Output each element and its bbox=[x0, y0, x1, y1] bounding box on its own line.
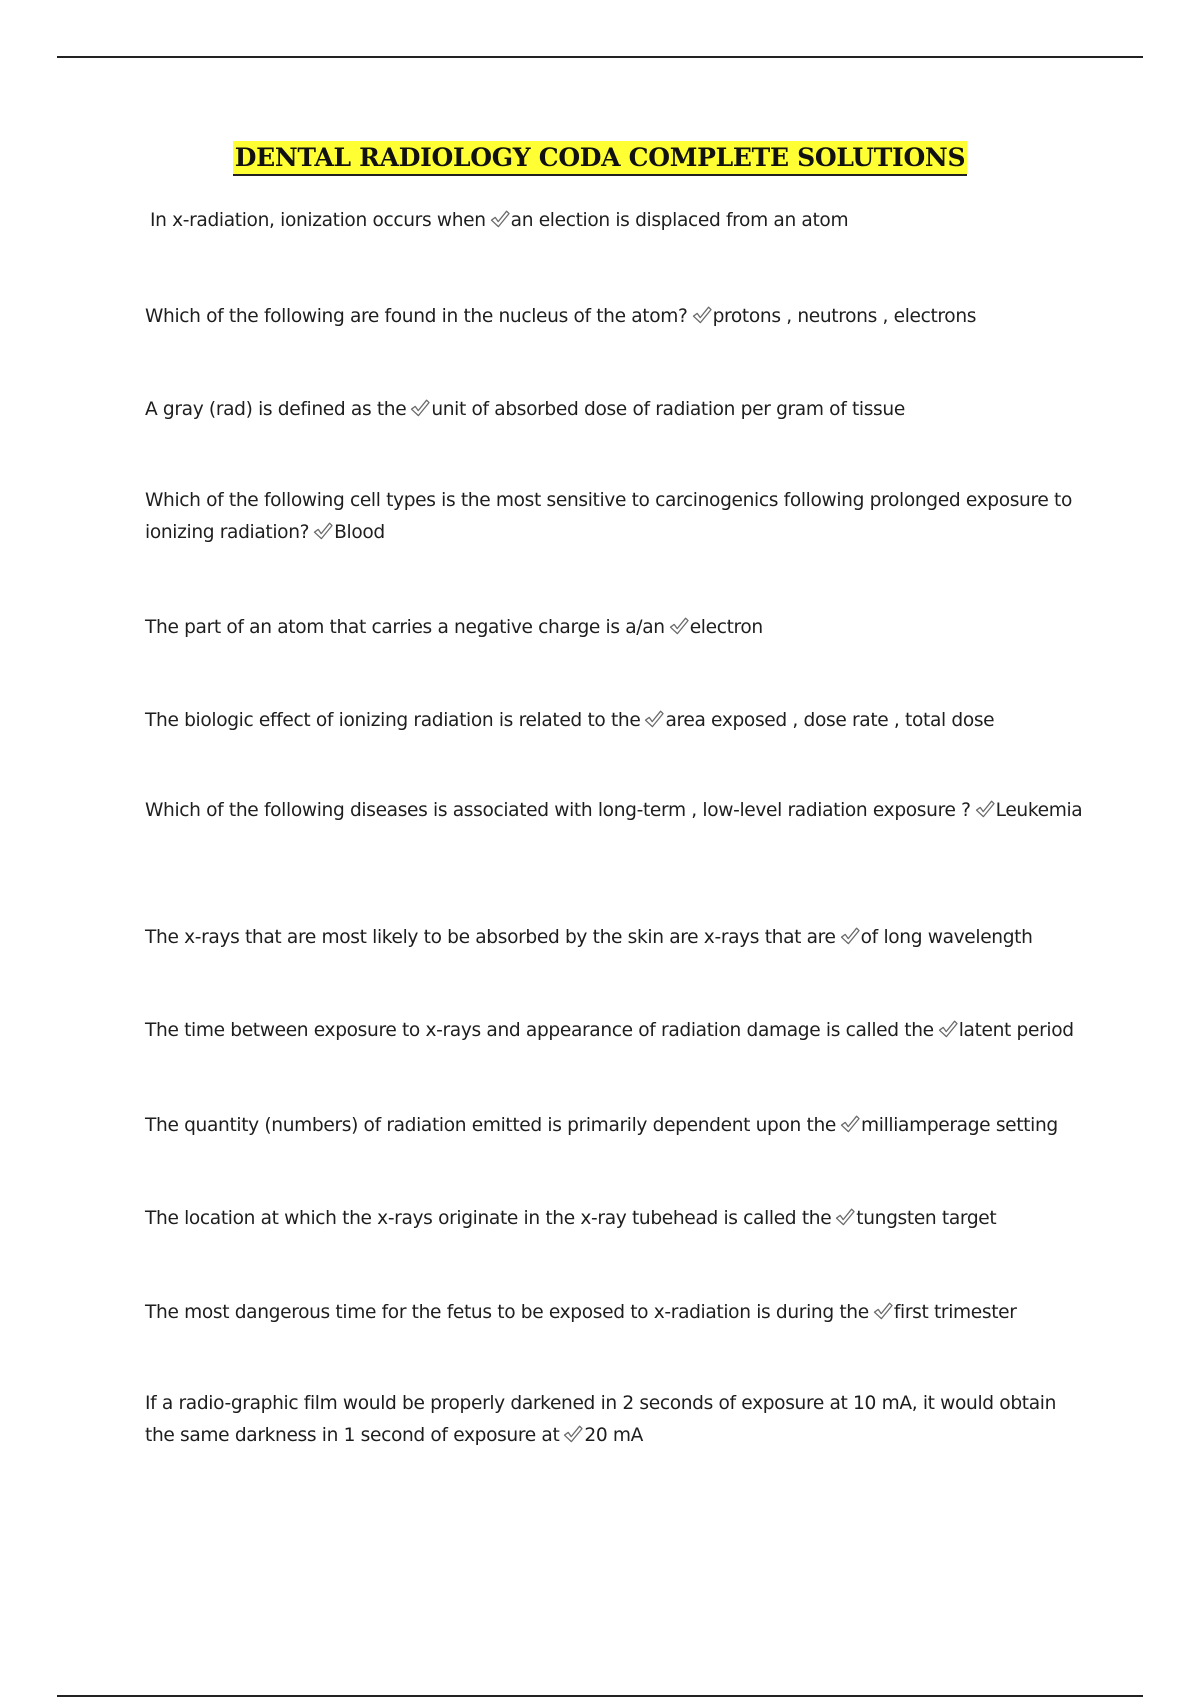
qa-item bbox=[145, 1015, 1085, 1047]
answer-text: area exposed , dose rate , total dose bbox=[665, 710, 995, 731]
answer-text: milliamperage setting bbox=[861, 1115, 1058, 1136]
checkmark-icon bbox=[490, 209, 510, 229]
qa-item bbox=[145, 301, 1085, 333]
question-text: If a radio-graphic film would be properly darkened in 2 seconds of exposure at 10 mA, it would obtain the same darkness in 1 second of exposure at bbox=[145, 1393, 1057, 1446]
checkmark-icon bbox=[563, 1424, 583, 1444]
answer-text: protons , neutrons , electrons bbox=[712, 306, 977, 327]
question-text: The quantity (numbers) of radiation emitted is primarily dependent upon the bbox=[145, 1115, 836, 1136]
checkmark-icon bbox=[840, 1114, 860, 1134]
question-text: A gray (rad) is defined as the bbox=[145, 399, 407, 420]
answer-text: unit of absorbed dose of radiation per gram of tissue bbox=[431, 399, 905, 420]
checkmark-icon bbox=[692, 305, 712, 325]
question-text: The x-rays that are most likely to be absorbed by the skin are x-rays that are bbox=[145, 927, 836, 948]
qa-item bbox=[145, 1203, 1085, 1235]
question-text: Which of the following cell types is the most sensitive to carcinogenics following prolonged exposure to ionizing radiation? bbox=[145, 490, 1072, 543]
qa-item bbox=[145, 922, 1085, 954]
qa-item bbox=[145, 795, 1085, 827]
checkmark-icon bbox=[644, 709, 664, 729]
qa-item bbox=[145, 1388, 1085, 1452]
checkmark-icon bbox=[873, 1301, 893, 1321]
qa-item bbox=[145, 1110, 1085, 1142]
qa-item bbox=[145, 485, 1085, 549]
answer-text: of long wavelength bbox=[860, 927, 1033, 948]
checkmark-icon bbox=[840, 926, 860, 946]
checkmark-icon bbox=[669, 616, 689, 636]
answer-text: electron bbox=[689, 617, 763, 638]
checkmark-icon bbox=[835, 1207, 855, 1227]
question-text: The part of an atom that carries a negative charge is a/an bbox=[145, 617, 665, 638]
qa-item bbox=[145, 394, 1085, 426]
question-text: Which of the following diseases is associated with long-term , low-level radiation exposure ? bbox=[145, 800, 971, 821]
top-rule bbox=[57, 56, 1143, 58]
document-title: DENTAL RADIOLOGY CODA COMPLETE SOLUTIONS bbox=[233, 141, 968, 176]
question-text: The biologic effect of ionizing radiation is related to the bbox=[145, 710, 641, 731]
checkmark-icon bbox=[975, 799, 995, 819]
checkmark-icon bbox=[938, 1019, 958, 1039]
answer-text: 20 mA bbox=[584, 1425, 644, 1446]
qa-item bbox=[145, 1297, 1085, 1329]
answer-text: first trimester bbox=[893, 1302, 1017, 1323]
answer-text: tungsten target bbox=[856, 1208, 997, 1229]
title-container bbox=[0, 141, 1200, 176]
answer-text: Leukemia bbox=[995, 800, 1083, 821]
qa-item bbox=[150, 205, 1090, 237]
answer-text: latent period bbox=[958, 1020, 1074, 1041]
checkmark-icon bbox=[410, 398, 430, 418]
qa-item bbox=[145, 705, 1085, 737]
question-text: Which of the following are found in the nucleus of the atom? bbox=[145, 306, 688, 327]
answer-text: an election is displaced from an atom bbox=[510, 210, 849, 231]
question-text: The most dangerous time for the fetus to be exposed to x-radiation is during the bbox=[145, 1302, 869, 1323]
question-text: The location at which the x-rays originate in the x-ray tubehead is called the bbox=[145, 1208, 832, 1229]
answer-text: Blood bbox=[334, 522, 385, 543]
question-text: In x-radiation, ionization occurs when bbox=[150, 210, 486, 231]
question-text: The time between exposure to x-rays and appearance of radiation damage is called the bbox=[145, 1020, 934, 1041]
bottom-rule bbox=[57, 1695, 1143, 1697]
checkmark-icon bbox=[313, 521, 333, 541]
qa-item bbox=[145, 612, 1085, 644]
